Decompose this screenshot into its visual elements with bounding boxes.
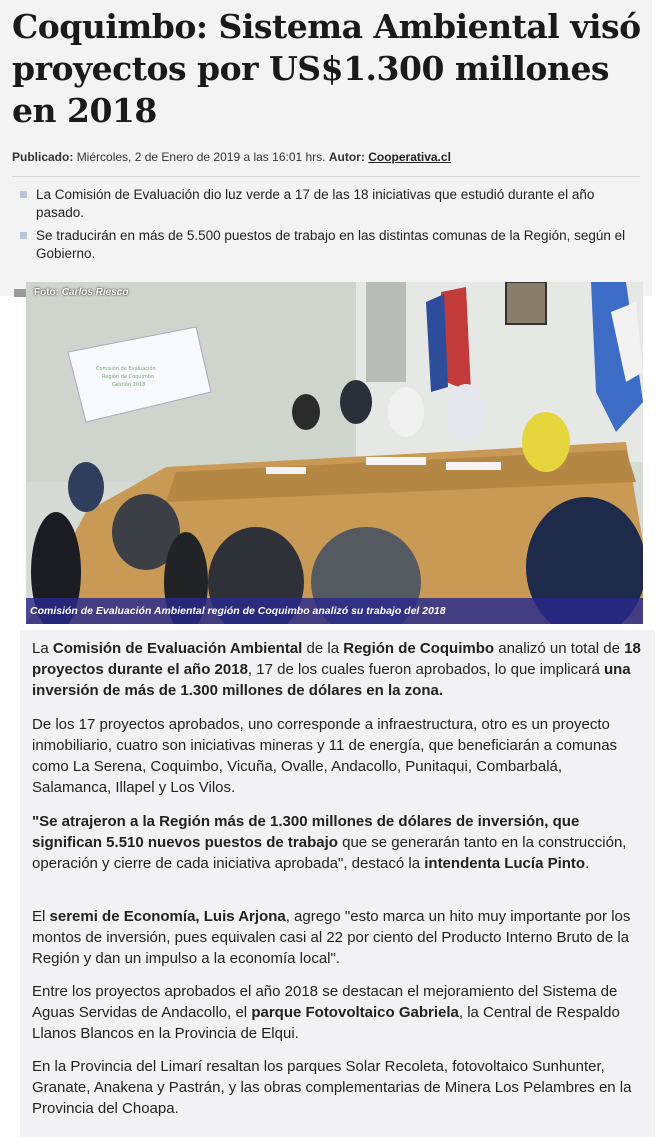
slide-text: Comisión de Evaluación <box>96 366 156 372</box>
divider <box>12 176 640 177</box>
slide-text: Gestión 2018 <box>112 382 146 388</box>
photo-caption: Comisión de Evaluación Ambiental región de Coquimbo analizó su trabajo del 2018 <box>26 598 643 624</box>
published-label: Publicado: <box>12 150 74 164</box>
author-link[interactable]: Cooperativa.cl <box>368 150 451 164</box>
meeting-photo-illustration <box>26 282 643 624</box>
bullet-square-icon <box>20 191 27 198</box>
author-label: Autor: <box>328 150 365 164</box>
published-date: Miércoles, 2 de Enero de 2019 a las 16:01 hrs. <box>76 150 326 164</box>
slide-text: Región de Coquimbo <box>102 374 154 380</box>
article-meta <box>12 150 451 164</box>
photo-credit: Foto: Carlos Riesco <box>34 287 129 298</box>
list-item: Se traducirán en más de 5.500 puestos de trabajo en las distintas comunas de la Región, según el Gobierno. <box>18 227 638 263</box>
article-body <box>20 630 655 1137</box>
article-header <box>0 0 652 296</box>
page-title: Coquimbo: Sistema Ambiental visó proyectos por US$1.300 millones en 2018 <box>12 7 641 130</box>
list-item: La Comisión de Evaluación dio luz verde a 17 de las 18 iniciativas que estudió durante el año pasado. <box>18 186 638 222</box>
bullet-square-icon <box>20 232 27 239</box>
paragraph-1: La Comisión de Evaluación Ambiental de la Región de Coquimbo analizó un total de 18 proyectos durante el año 2018, 17 de los cuales fueron aprobados, lo que implicará una inversión de más de 1.300 millones de dólares en la zona. <box>32 640 641 699</box>
paragraph-2: De los 17 proyectos aprobados, uno corresponde a infraestructura, otro es un proyecto inmobiliario, cuatro son iniciativas mineras y 11 de energía, que beneficiarán a comunas como La Serena, Coquimbo, Vicuña, Ovalle, Andacollo, Punitaqui, Combarbalá, Salamanca, Illapel y Los Vilos. <box>32 716 618 796</box>
article-photo <box>26 282 643 624</box>
paragraph-3: "Se atrajeron a la Región más de 1.300 millones de dólares de inversión, que significan 5.510 nuevos puestos de trabajo que se generarán tanto en la construcción, operación y cierre de cada iniciativa aprobada", destacó la intendenta Lucía Pinto. <box>32 813 627 872</box>
paragraph-6: En la Provincia del Limarí resaltan los parques Solar Recoleta, fotovoltaico Sunhunter, Granate, Anakena y Pastrán, y las obras complementarias de Minera Los Pelambres en la Provincia del Choapa. <box>32 1058 632 1117</box>
paragraph-4: El seremi de Economía, Luis Arjona, agrego "esto marca un hito muy importante por los montos de inversión, pues equivalen casi al 22 por ciento del Producto Interno Bruto de la Región y dan un impulso a la economía local". <box>32 908 631 967</box>
summary-list <box>18 186 638 268</box>
paragraph-5: Entre los proyectos aprobados el año 2018 se destacan el mejoramiento del Sistema de Aguas Servidas de Andacollo, el parque Fotovoltaico Gabriela, la Central de Respaldo Llanos Blancos en la Provincia de Elqui. <box>32 983 620 1042</box>
